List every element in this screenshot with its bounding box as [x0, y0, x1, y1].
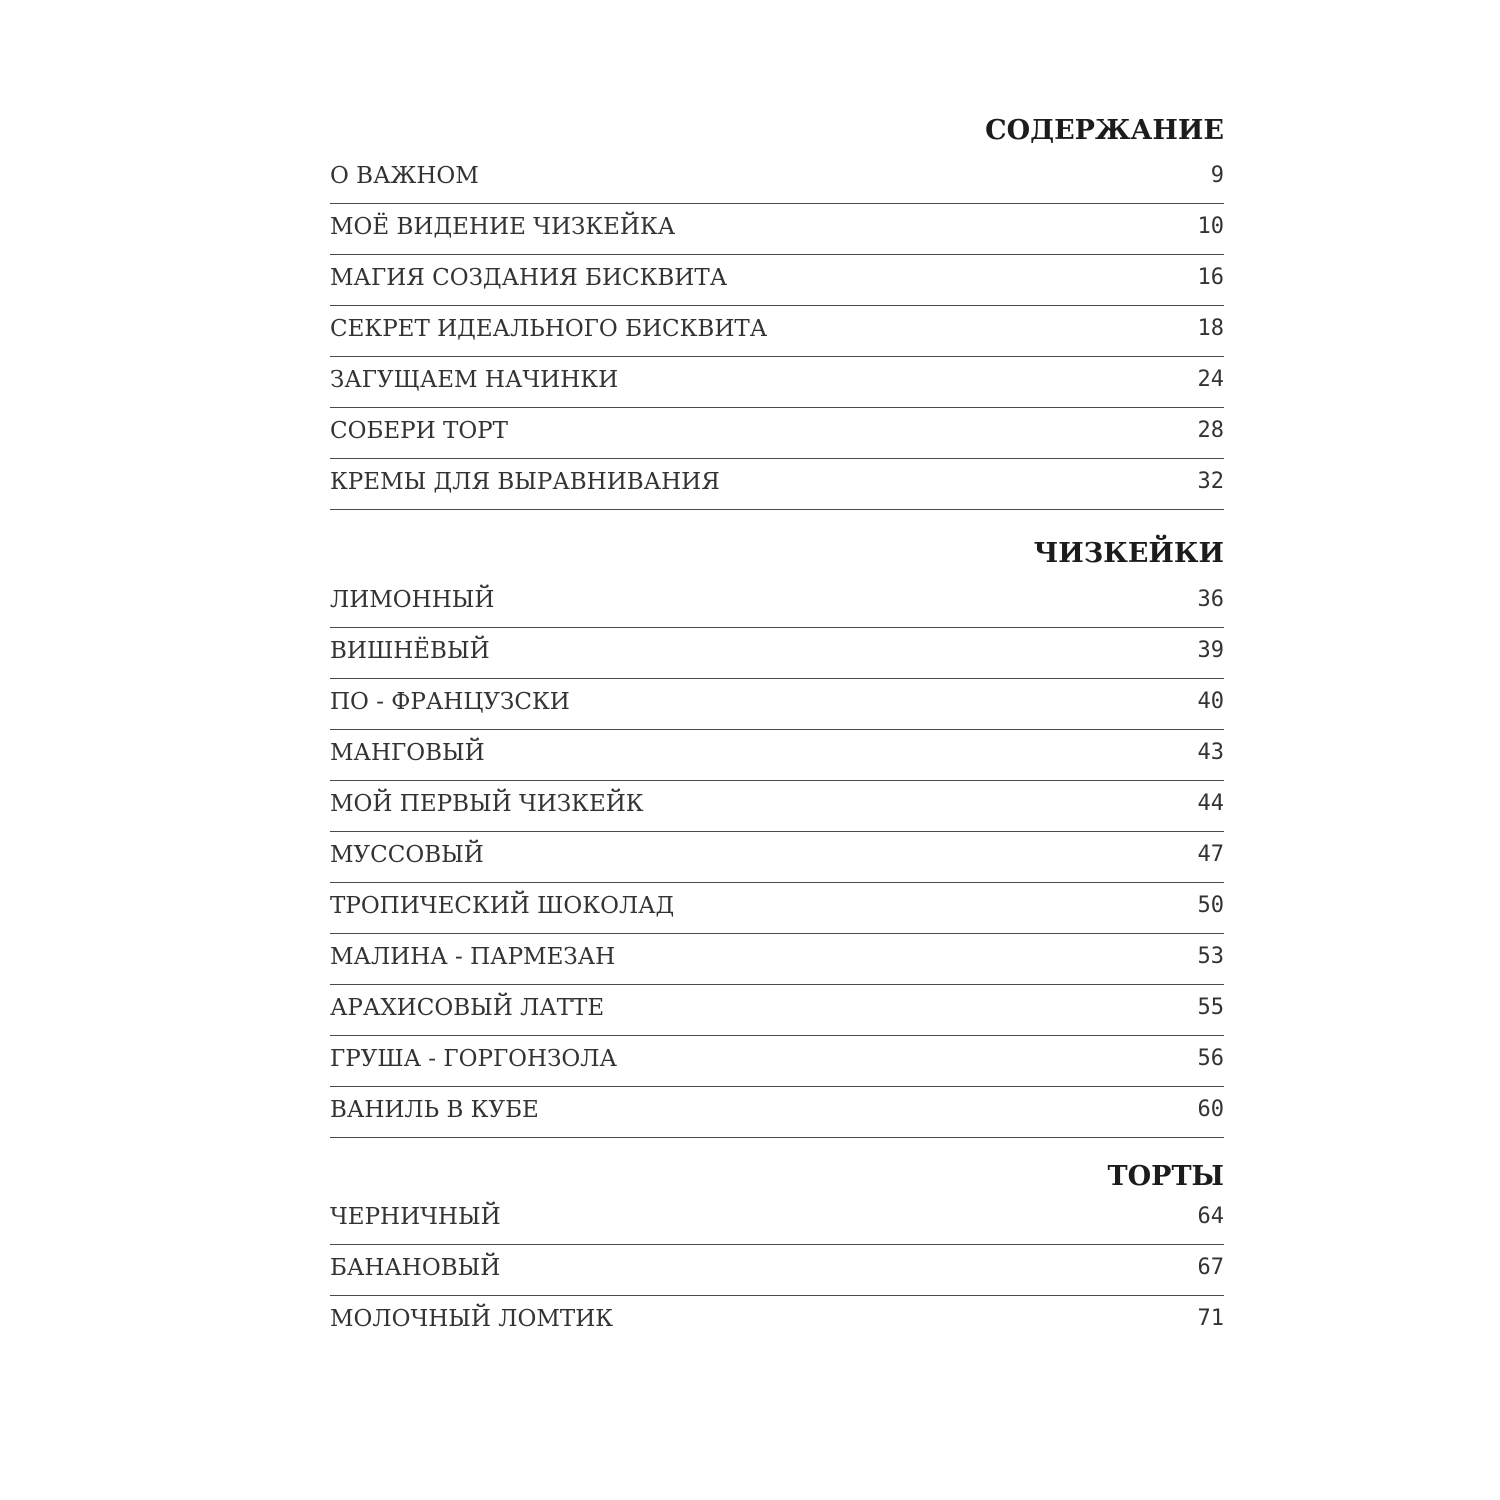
toc-entry[interactable] — [330, 1036, 1224, 1087]
toc-entry-title: КРЕМЫ ДЛЯ ВЫРАВНИВАНИЯ — [330, 469, 720, 495]
toc-entry-page-number: 28 — [1197, 418, 1224, 443]
toc-entry-title: ЛИМОННЫЙ — [330, 587, 495, 613]
toc-entry-page-number: 39 — [1197, 638, 1224, 663]
toc-entry-page-number: 50 — [1197, 893, 1224, 918]
toc-entry[interactable] — [330, 255, 1224, 306]
toc-entry-title: МУССОВЫЙ — [330, 842, 484, 868]
toc-entry-title: МАНГОВЫЙ — [330, 740, 485, 766]
toc-entry[interactable] — [330, 628, 1224, 679]
toc-entry-page-number: 55 — [1197, 995, 1224, 1020]
section-heading-cakes: ТОРТЫ — [1107, 1161, 1224, 1192]
toc-entry[interactable] — [330, 730, 1224, 781]
toc-entry[interactable] — [330, 985, 1224, 1036]
toc-entry[interactable] — [330, 408, 1224, 459]
toc-entry-title: МАГИЯ СОЗДАНИЯ БИСКВИТА — [330, 265, 728, 291]
toc-entry-title: О ВАЖНОМ — [330, 163, 479, 189]
toc-entry-page-number: 16 — [1197, 265, 1224, 290]
toc-entry-page-number: 47 — [1197, 842, 1224, 867]
toc-entry-title: ЗАГУЩАЕМ НАЧИНКИ — [330, 367, 619, 393]
toc-entry-title: ТРОПИЧЕСКИЙ ШОКОЛАД — [330, 893, 675, 919]
toc-entry-page-number: 53 — [1197, 944, 1224, 969]
toc-entry[interactable] — [330, 1245, 1224, 1296]
toc-entry-title: ЧЕРНИЧНЫЙ — [330, 1204, 501, 1230]
toc-entry-page-number: 67 — [1197, 1255, 1224, 1280]
section-heading-contents: СОДЕРЖАНИЕ — [985, 115, 1224, 146]
toc-entry-page-number: 64 — [1197, 1204, 1224, 1229]
toc-entry-page-number: 10 — [1197, 214, 1224, 239]
toc-entry[interactable] — [330, 781, 1224, 832]
toc-entry-page-number: 43 — [1197, 740, 1224, 765]
toc-entry[interactable] — [330, 679, 1224, 730]
toc-entry-page-number: 44 — [1197, 791, 1224, 816]
toc-entry[interactable] — [330, 1296, 1224, 1347]
toc-entry-title: МОЙ ПЕРВЫЙ ЧИЗКЕЙК — [330, 791, 644, 817]
toc-entry[interactable] — [330, 1194, 1224, 1245]
toc-entry-title: СОБЕРИ ТОРТ — [330, 418, 509, 444]
toc-entry-page-number: 71 — [1197, 1306, 1224, 1331]
toc-entry[interactable] — [330, 934, 1224, 985]
toc-entry-title: МАЛИНА - ПАРМЕЗАН — [330, 944, 616, 970]
toc-entry-page-number: 40 — [1197, 689, 1224, 714]
toc-entry-page-number: 9 — [1210, 163, 1224, 188]
toc-entry-title: СЕКРЕТ ИДЕАЛЬНОГО БИСКВИТА — [330, 316, 768, 342]
toc-entry[interactable] — [330, 306, 1224, 357]
toc-entry[interactable] — [330, 357, 1224, 408]
toc-entry-page-number: 32 — [1197, 469, 1224, 494]
toc-entry-page-number: 56 — [1197, 1046, 1224, 1071]
toc-entry[interactable] — [330, 204, 1224, 255]
toc-entry-title: МОЁ ВИДЕНИЕ ЧИЗКЕЙКА — [330, 214, 676, 240]
toc-entry-title: МОЛОЧНЫЙ ЛОМТИК — [330, 1306, 614, 1332]
toc-entry-title: БАНАНОВЫЙ — [330, 1255, 501, 1281]
toc-entry[interactable] — [330, 1087, 1224, 1138]
toc-entry-title: ПО - ФРАНЦУЗСКИ — [330, 689, 570, 715]
toc-entry-page-number: 24 — [1197, 367, 1224, 392]
toc-entry[interactable] — [330, 153, 1224, 204]
toc-entry-title: АРАХИСОВЫЙ ЛАТТЕ — [330, 995, 605, 1021]
toc-entry-title: ГРУША - ГОРГОНЗОЛА — [330, 1046, 617, 1072]
toc-entry[interactable] — [330, 883, 1224, 934]
toc-entry-title: ВИШНЁВЫЙ — [330, 638, 490, 664]
toc-entry-page-number: 18 — [1197, 316, 1224, 341]
toc-entry-page-number: 60 — [1197, 1097, 1224, 1122]
section-heading-cheesecakes: ЧИЗКЕЙКИ — [1033, 538, 1224, 569]
toc-entry[interactable] — [330, 577, 1224, 628]
toc-entry[interactable] — [330, 832, 1224, 883]
toc-entry-page-number: 36 — [1197, 587, 1224, 612]
toc-entry-title: ВАНИЛЬ В КУБЕ — [330, 1097, 539, 1123]
toc-entry[interactable] — [330, 459, 1224, 510]
